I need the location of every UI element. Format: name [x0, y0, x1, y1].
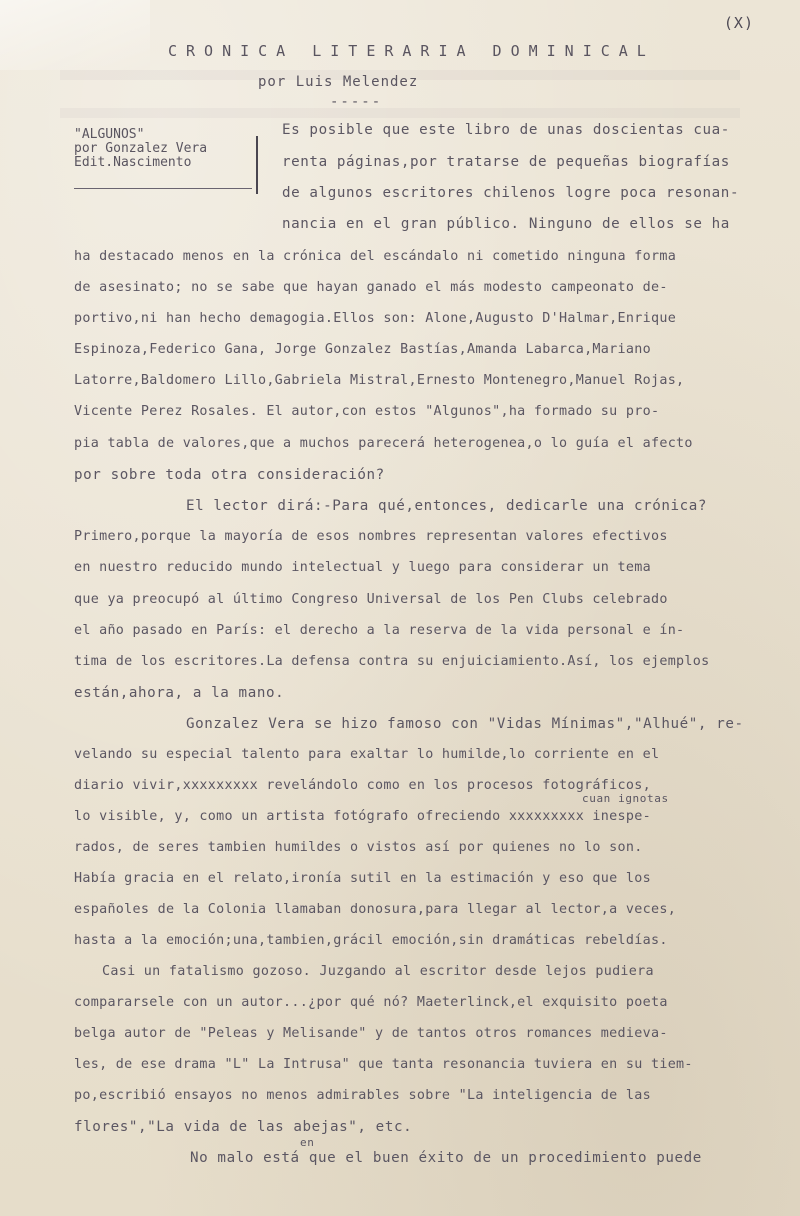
page-number: (X) — [723, 14, 754, 32]
paper-fold-crease — [0, 0, 150, 70]
body-line: flores","La vida de las abejas", etc. — [74, 1119, 413, 1135]
body-line: Vicente Perez Rosales. El autor,con estos "Algunos",ha formado su pro- — [74, 404, 660, 419]
body-line: por sobre toda otra consideración? — [74, 467, 385, 483]
body-line: nancia en el gran público. Ninguno de ellos se ha — [282, 216, 730, 232]
body-line: que ya preocupó al último Congreso Universal de los Pen Clubs celebrado — [74, 592, 668, 607]
body-line: Casi un fatalismo gozoso. Juzgando al escritor desde lejos pudiera — [102, 964, 654, 979]
body-line: diario vivir,xxxxxxxxx revelándolo como en los procesos fotográficos, — [74, 778, 651, 793]
body-line: No malo está que el buen éxito de un procedimiento puede — [190, 1150, 702, 1166]
body-line: de asesinato; no se sabe que hayan ganado el más modesto campeonato de- — [74, 280, 668, 295]
body-line: compararsele con un autor...¿por qué nó? Maeterlinck,el exquisito poeta — [74, 995, 668, 1010]
body-line: lo visible, y, como un artista fotógrafo ofreciendo xxxxxxxxx inespe- — [74, 809, 651, 824]
body-line: Gonzalez Vera se hizo famoso con "Vidas Mínimas","Alhué", re- — [186, 716, 744, 732]
body-line: Latorre,Baldomero Lillo,Gabriela Mistral,Ernesto Montenegro,Manuel Rojas, — [74, 373, 685, 388]
superscript-insert: en — [300, 1136, 315, 1149]
body-line: hasta a la emoción;una,tambien,grácil emoción,sin dramáticas rebeldías. — [74, 933, 668, 948]
body-line: de algunos escritores chilenos logre poca resonan- — [282, 185, 740, 201]
body-line: portivo,ni han hecho demagogia.Ellos son: Alone,Augusto D'Halmar,Enrique — [74, 311, 677, 326]
author-line: por Luis Melendez — [258, 74, 419, 90]
body-line: Es posible que este libro de unas doscientas cua- — [282, 122, 730, 138]
body-line: pia tabla de valores,que a muchos parecerá heterogenea,o lo guía el afecto — [74, 436, 693, 451]
body-line: rados, de seres tambien humildes o vistos así por quienes no lo son. — [74, 840, 643, 855]
bleed-through-text — [60, 108, 740, 118]
body-line: españoles de la Colonia llamaban donosura,para llegar al lector,a veces, — [74, 902, 677, 917]
body-line: ha destacado menos en la crónica del escándalo ni cometido ninguna forma — [74, 249, 677, 264]
body-line: el año pasado en París: el derecho a la reserva de la vida personal e ín- — [74, 623, 685, 638]
body-line: Había gracia en el relato,ironía sutil en la estimación y eso que los — [74, 871, 651, 886]
body-line: po,escribió ensayos no menos admirables sobre "La inteligencia de las — [74, 1088, 651, 1103]
title-separator: ----- — [330, 94, 383, 110]
page-title: CRONICA LITERARIA DOMINICAL — [168, 42, 655, 60]
body-line: en nuestro reducido mundo intelectual y luego para considerar un tema — [74, 560, 651, 575]
body-line: renta páginas,por tratarse de pequeñas biografías — [282, 154, 730, 170]
body-line: El lector dirá:-Para qué,entonces, dedicarle una crónica? — [186, 498, 708, 514]
book-reference-box — [74, 128, 252, 189]
body-line: Primero,porque la mayoría de esos nombres representan valores efectivos — [74, 529, 668, 544]
body-line: tima de los escritores.La defensa contra su enjuiciamiento.Así, los ejemplos — [74, 654, 710, 669]
body-line: les, de ese drama "L" La Intrusa" que tanta resonancia tuviera en su tiem- — [74, 1057, 693, 1072]
book-author: por Gonzalez Vera — [74, 141, 208, 156]
body-line: velando su especial talento para exaltar lo humilde,lo corriente en el — [74, 747, 660, 762]
body-line: Espinoza,Federico Gana, Jorge Gonzalez Bastías,Amanda Labarca,Mariano — [74, 342, 651, 357]
body-line: están,ahora, a la mano. — [74, 685, 285, 701]
book-publisher: Edit.Nascimento — [74, 155, 192, 170]
margin-bracket — [256, 136, 258, 194]
book-title: "ALGUNOS" — [74, 127, 145, 142]
body-line: belga autor de "Peleas y Melisande" y de tantos otros romances medieva- — [74, 1026, 668, 1041]
interlinear-insert: cuan ignotas — [582, 792, 669, 805]
